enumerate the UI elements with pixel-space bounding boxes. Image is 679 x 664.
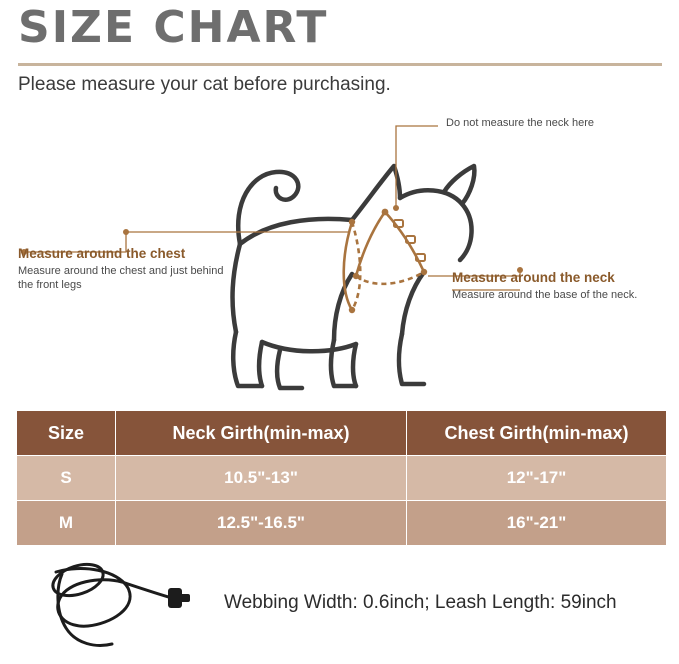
neck-strap	[356, 212, 424, 284]
title-divider	[18, 63, 662, 66]
cat-measurement-illustration	[0, 104, 679, 399]
harness-buckles	[394, 220, 425, 261]
table-header-row	[17, 411, 667, 456]
cell-chest-m: 16"-21"	[407, 501, 667, 546]
leash-clasp	[168, 588, 190, 608]
leash-illustration	[22, 554, 212, 654]
note-do-not-measure-here: Do not measure the neck here	[446, 117, 594, 129]
header-neck-girth: Neck Girth(min-max)	[116, 411, 407, 456]
callout-chest-heading: Measure around the chest	[18, 246, 186, 261]
callout-neck	[452, 270, 667, 303]
footer-spec-section	[0, 548, 679, 664]
cell-neck-m: 12.5"-16.5"	[116, 501, 407, 546]
cell-chest-s: 12"-17"	[407, 456, 667, 501]
cell-size-s: S	[17, 456, 116, 501]
callout-neck-heading: Measure around the neck	[452, 270, 615, 285]
header-chest-girth: Chest Girth(min-max)	[407, 411, 667, 456]
size-table-head	[17, 411, 667, 456]
callout-chest	[18, 246, 233, 292]
page-title: SIZE CHART	[18, 2, 329, 53]
cell-size-m: M	[17, 501, 116, 546]
cell-neck-s: 10.5"-13"	[116, 456, 407, 501]
header-size: Size	[17, 411, 116, 456]
callout-chest-detail: Measure around the chest and just behind the front legs	[18, 264, 224, 291]
size-table-body	[17, 456, 667, 546]
table-row	[17, 456, 667, 501]
callout-neck-detail: Measure around the base of the neck.	[452, 288, 638, 301]
size-table	[16, 410, 667, 546]
leash-strap	[56, 569, 172, 646]
table-row	[17, 501, 667, 546]
page-subtitle: Please measure your cat before purchasing.	[18, 74, 391, 95]
webbing-spec-text: Webbing Width: 0.6inch; Leash Length: 59inch	[224, 592, 617, 613]
